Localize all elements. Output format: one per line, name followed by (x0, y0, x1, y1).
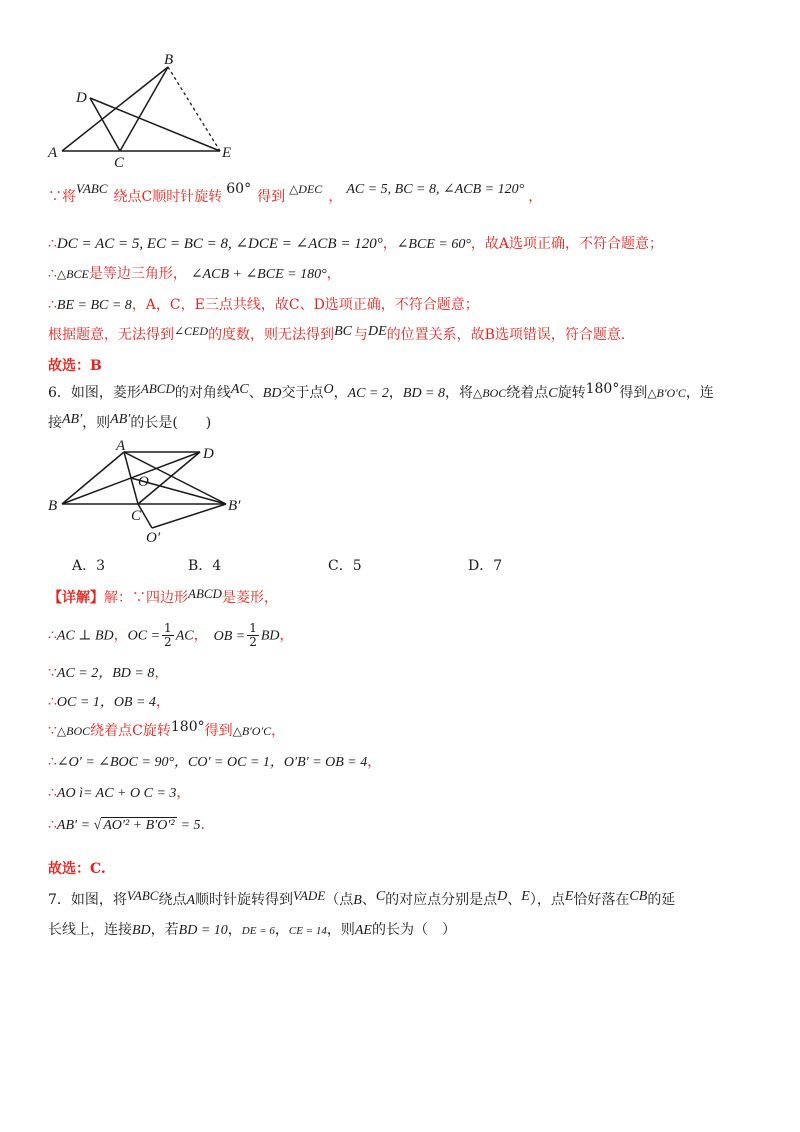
segment-AB (62, 452, 124, 504)
sol6-line6: ∴∠O′ = ∠BOC = 90°，CO′ = OC = 1，O′B′ = OB = 4， (48, 754, 382, 770)
sol6-line7: ∴AO ì= AC + O C = 3， (48, 785, 191, 801)
sol5-answer: 故选：B (48, 358, 102, 374)
label-A: A (48, 145, 58, 161)
fraction-one-half: $\frac{1}{2}$ (164, 621, 172, 649)
label-E: E (222, 145, 232, 161)
sol5-line2: ∴DC = AC = 5, EC = BC = 8, ∠DCE = ∠ACB = 120°，∠BCE = 60°，故A选项正确，不符合题意； (48, 236, 664, 252)
label-B: B (48, 498, 58, 514)
sol5-line5: 根据题意，无法得到∠CED的度数，则无法得到BC 与DE的位置关系，故B选项错误，符合题意. (48, 324, 626, 343)
rhombus-rotation-figure (40, 438, 250, 546)
fraction-one-half: $\frac{1}{2}$ (249, 621, 257, 649)
label-Bp: B′ (228, 498, 241, 514)
q6-line1: 6．如图，菱形ABCD的对角线AC、BD交于点O，AC = 2，BD = 8，将△BOC绕着点C旋转180°得到△B′O′C，连 (48, 381, 714, 401)
label-C: C (114, 155, 125, 171)
sol5-line3: ∴△BCE是等边三角形， ∠ACB + ∠BCE = 180°， (48, 266, 341, 282)
q6-option-a[interactable]: A．3 (72, 558, 106, 574)
sol6-line8: ∴AB′ = √ AO′² + B′O′² = 5. (48, 817, 205, 833)
label-O: O (138, 474, 149, 490)
q7-line2: 长线上，连接BD，若BD = 10，DE = 6，CE = 14，则AE的长为（ ） (48, 922, 456, 938)
label-A: A (116, 438, 126, 454)
q6-option-b[interactable]: B．4 (188, 558, 222, 574)
sol6-line1: 【详解】解：∵四边形ABCD是菱形， (48, 586, 278, 606)
q6-line2: 接AB′，则AB′的长是( ) (48, 412, 212, 431)
sol6-line4: ∴OC = 1，OB = 4， (48, 694, 170, 710)
label-Op: O′ (146, 530, 161, 546)
label-D: D (203, 446, 214, 462)
segment-OpBp (152, 504, 226, 528)
segment-DE (90, 98, 220, 151)
q6-option-c[interactable]: C．5 (328, 558, 362, 574)
sol6-line3: ∵AC = 2，BD = 8， (48, 665, 169, 681)
sol6-line2: ∴AC ⊥ BD，OC = $\frac{1}{2}$ AC， OB = $\frac{1}{2}$ BD， (48, 621, 294, 649)
sol6-line5: ∵△BOC绕着点C旋转180°得到△B′O′C， (48, 719, 286, 739)
triangle-rotation-figure-1 (40, 48, 240, 173)
label-D: D (76, 90, 87, 106)
segment-BE-dashed (168, 67, 220, 151)
label-C: C (131, 508, 142, 524)
label-B: B (164, 52, 174, 68)
segment-CB (120, 67, 168, 151)
sol5-line1: ∵将VABC绕点C顺时针旋转 60° 得到 △DEC ， AC = 5, BC = 8, ∠ACB = 120° ， (48, 181, 543, 205)
q6-option-d[interactable]: D．7 (468, 558, 503, 574)
q7-line1: 7．如图，将VABC绕点A顺时针旋转得到VADE（点B、C的对应点分别是点D、E），点E恰好落在CB的延 (48, 888, 676, 908)
sol6-answer: 故选：C. (48, 861, 106, 877)
sol5-line4: ∴BE = BC = 8，A，C，E三点共线，故C、D选项正确，不符合题意； (48, 297, 479, 313)
